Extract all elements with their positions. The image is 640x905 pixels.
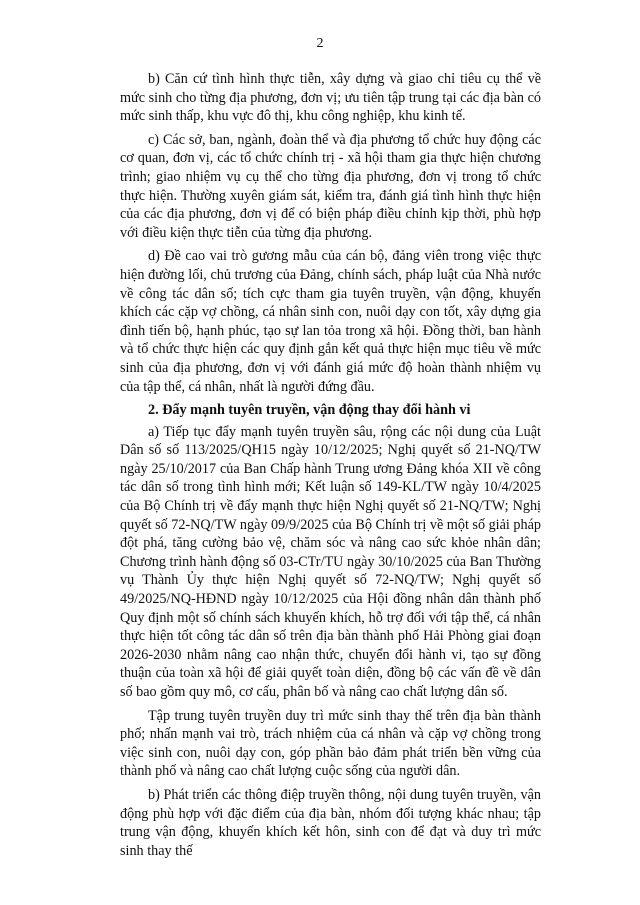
paragraph-b-messages: b) Phát triển các thông điệp truyền thông, nội dung tuyên truyền, vận động phù hợp với đặc điểm của địa bàn, nhóm đối tượng khác nhau; tập trung vận động, khuyến khích kết hôn, sinh con để đạt và duy trì mức sinh thay thế [120,786,541,859]
paragraph-c-mobilization: c) Các sở, ban, ngành, đoàn thể và địa phương tổ chức huy động các cơ quan, đơn vị, các tổ chức chính trị - xã hội tham gia thực hiện chương trình; giao nhiệm vụ cụ thể cho từng địa phương, đơn vị trong tổ chức thực hiện. Thường xuyên giám sát, kiểm tra, đánh giá tình hình thực hiện của các địa phương, đơn vị để có biện pháp điều chỉnh kịp thời, phù hợp với điều kiện thực tiễn của từng địa phương. [120,131,541,241]
section-heading-2: 2. Đẩy mạnh tuyên truyền, vận động thay đổi hành vi [148,402,471,419]
page-number: 2 [316,36,324,51]
paragraph-replacement-fertility: Tập trung tuyên truyền duy trì mức sinh thay thế trên địa bàn thành phố; nhấn mạnh vai trò, trách nhiệm của cá nhân và cặp vợ chồng trong việc sinh con, nuôi dạy con, góp phần bảo đảm phát triển bền vững của thành phố và nâng cao chất lượng cuộc sống của người dân. [120,707,541,780]
paragraph-d-cadre-role: d) Đề cao vai trò gương mẫu của cán bộ, đảng viên trong việc thực hiện đường lối, chủ trương của Đảng, chính sách, pháp luật của Nhà nước về công tác dân số; tích cực tham gia tuyên truyền, vận động, khuyến khích các cặp vợ chồng, cá nhân sinh con, nuôi dạy con tốt, xây dựng gia đình tiến bộ, hạnh phúc, tạo sự lan tỏa trong xã hội. Đồng thời, ban hành và tổ chức thực hiện các quy định gắn kết quả thực hiện mục tiêu về mức sinh của địa phương, đơn vị với đánh giá mức độ hoàn thành nhiệm vụ của tập thể, cá nhân, nhất là người đứng đầu. [120,248,541,395]
paragraph-b-birth-targets: b) Căn cứ tình hình thực tiễn, xây dựng và giao chỉ tiêu cụ thể về mức sinh cho từng địa phương, đơn vị; ưu tiên tập trung tại các địa bàn có mức sinh thấp, khu vực đô thị, khu công nghiệp, khu kinh tế. [120,71,541,125]
document-body [120,70,541,865]
paragraph-a-propaganda: a) Tiếp tục đẩy mạnh tuyên truyền sâu, rộng các nội dung của Luật Dân số số 113/2025/QH15 ngày 10/12/2025; Nghị quyết số 21-NQ/TW ngày 25/10/2017 của Ban Chấp hành Trung ương Đảng khóa XII về công tác dân số trong tình hình mới; Kết luận số 149-KL/TW ngày 10/4/2025 của Bộ Chính trị về đẩy mạnh thực hiện Nghị quyết số 21-NQ/TW; Nghị quyết số 72-NQ/TW ngày 09/9/2025 của Bộ Chính trị về một số giải pháp đột phá, tăng cường bảo vệ, chăm sóc và nâng cao sức khỏe nhân dân; Chương trình hành động số 03-CTr/TU ngày 30/10/2025 của Ban Thường vụ Thành Ủy thực hiện Nghị quyết số 72-NQ/TW; Nghị quyết số 49/2025/NQ-HĐND ngày 10/12/2025 của Hội đồng nhân dân thành phố Quy định một số chính sách khuyến khích, hỗ trợ đối với tập thể, cá nhân thực hiện tốt công tác dân số trên địa bàn thành phố Hải Phòng giai đoạn 2026-2030 nhằm nâng cao nhận thức, chuyển đổi hành vi, tạo sự đồng thuận của toàn xã hội để giải quyết toàn diện, đồng bộ các vấn đề về dân số bao gồm quy mô, cơ cấu, phân bố và nâng cao chất lượng dân số. [120,423,541,700]
